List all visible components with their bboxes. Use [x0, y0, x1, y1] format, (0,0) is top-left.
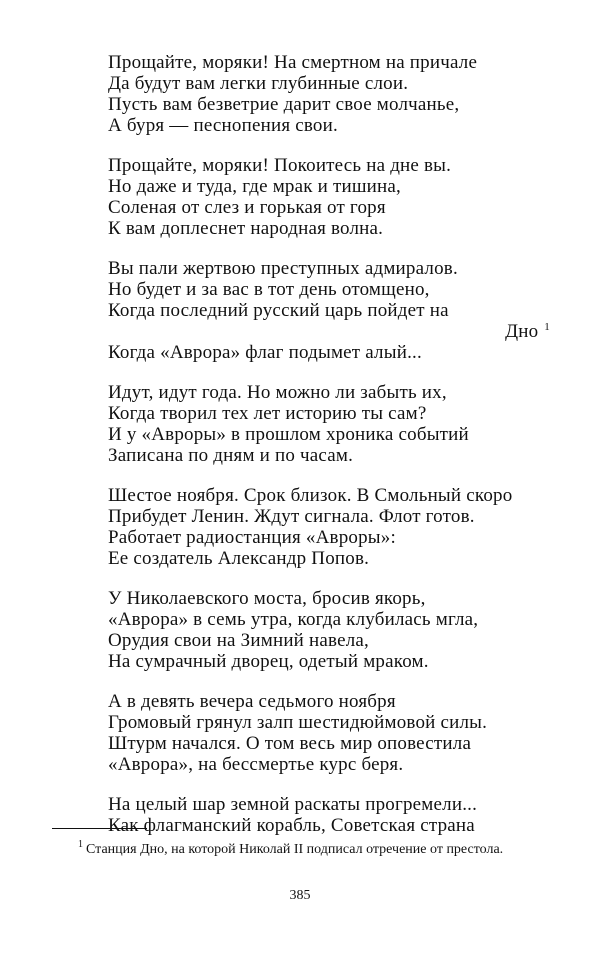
footnote-text: Станция Дно, на которой Николай II подписал отречение от престола. — [86, 842, 504, 857]
poem-line: Штурм начался. О том весь мир оповестила — [108, 733, 472, 754]
poem-line: И у «Авроры» в прошлом хроника событий — [108, 424, 469, 445]
poem-line: На целый шар земной раскаты прогремели... — [108, 794, 478, 815]
poem-line: Ее создатель Александр Попов. — [108, 548, 370, 569]
poem-line: Записана по дням и по часам. — [108, 445, 354, 466]
poem-line: Прощайте, моряки! Покоитесь на дне вы. — [108, 155, 452, 176]
poem-line: Да будут вам легки глубинные слои. — [108, 73, 409, 94]
poem-line: Прибудет Ленин. Ждут сигнала. Флот готов. — [108, 506, 475, 527]
poem-line: Вы пали жертвою преступных адмиралов. — [108, 258, 458, 279]
poem-line: Когда последний русский царь пойдет на — [108, 300, 449, 321]
poem-line: Прощайте, моряки! На смертном на причале — [108, 52, 478, 73]
poem-line: Как флагманский корабль, Советская страна — [108, 815, 475, 836]
poem-line: Соленая от слез и горькая от горя — [108, 197, 386, 218]
stanza-5 — [108, 485, 558, 569]
stanza-4 — [108, 382, 558, 466]
poem-line: Орудия свои на Зимний навела, — [108, 630, 369, 651]
stanza-6 — [108, 588, 558, 672]
poem-line: А в девять вечера седьмого ноября — [108, 691, 396, 712]
poem-line: «Аврора» в семь утра, когда клубилась мгла, — [108, 609, 479, 630]
poem-line-text: Дно — [505, 321, 539, 342]
footnote-divider — [52, 828, 147, 829]
page-number: 385 — [289, 888, 311, 903]
poem-line: Идут, идут года. Но можно ли забыть их, — [108, 382, 447, 403]
poem-line: Работает радиостанция «Авроры»: — [108, 527, 396, 548]
poem-line: Шестое ноября. Срок близок. В Смольный скоро — [108, 485, 513, 506]
poem-line-continuation — [108, 321, 558, 342]
stanza-3 — [108, 258, 558, 363]
poem-line: «Аврора», на бессмертье курс беря. — [108, 754, 404, 775]
stanza-7 — [108, 691, 558, 775]
poem-line: У Николаевского моста, бросив якорь, — [108, 588, 426, 609]
poem-line: Пусть вам безветрие дарит свое молчанье, — [108, 94, 460, 115]
poem-line: Когда творил тех лет историю ты сам? — [108, 403, 427, 424]
poem-line: Громовый грянул залп шестидюймовой силы. — [108, 712, 488, 733]
stanza-1 — [108, 52, 558, 136]
footnote — [52, 840, 558, 859]
footnote-number: 1 — [78, 839, 83, 851]
poem-body — [108, 52, 558, 855]
poem-line: Когда «Аврора» флаг подымет алый... — [108, 342, 422, 363]
footnote-marker[interactable]: 1 — [544, 320, 550, 333]
poem-line: К вам доплеснет народная волна. — [108, 218, 384, 239]
poem-line: А буря — песнопения свои. — [108, 115, 338, 136]
poem-line: Но будет и за вас в тот день отомщено, — [108, 279, 430, 300]
stanza-2 — [108, 155, 558, 239]
poem-line: На сумрачный дворец, одетый мраком. — [108, 651, 429, 672]
poem-line: Но даже и туда, где мрак и тишина, — [108, 176, 401, 197]
stanza-8 — [108, 794, 558, 836]
